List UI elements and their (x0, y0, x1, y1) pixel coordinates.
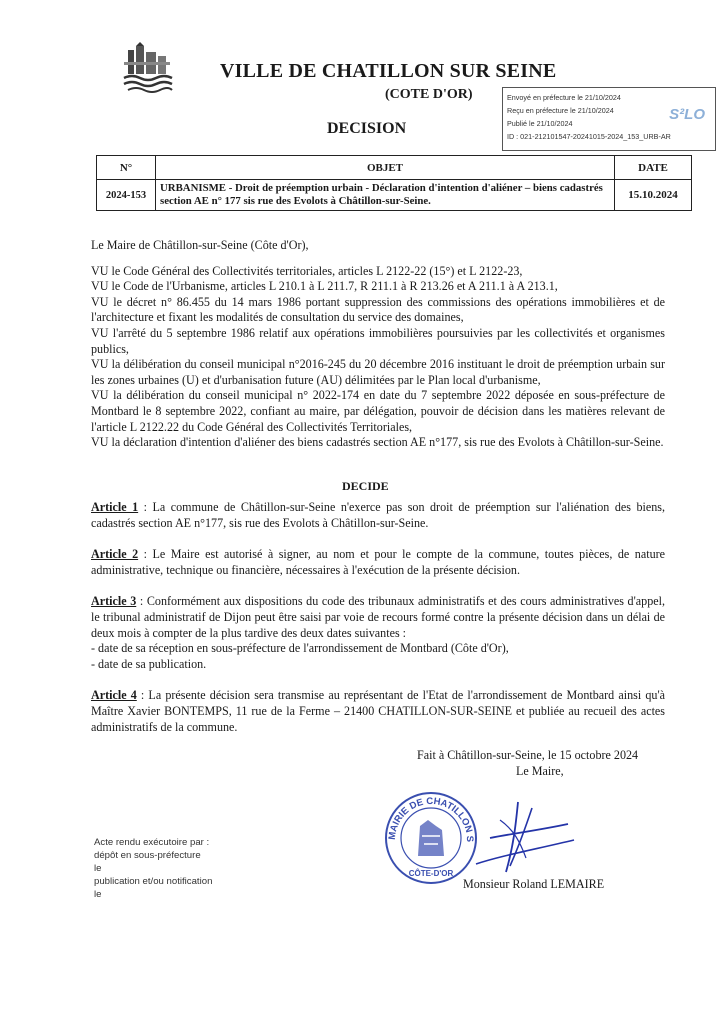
article-label: Article 4 (91, 688, 137, 703)
stamp-published-line: Publié le 21/10/2024 (507, 119, 573, 128)
article-text: : Conformément aux dispositions du code des tribunaux administratifs et des cours administratives d'appel, le tribunal administratif de Dijon peut être saisi par voie de recours formé contre la présente décision dans un délai de deux mois à compter de la plus tardive des deux dates suivantes : (91, 594, 665, 640)
article-label: Article 3 (91, 594, 137, 609)
seal-bottom-text: CÔTE-D'OR (408, 869, 454, 878)
article-label: Article 2 (91, 547, 139, 562)
vu-line: VU le décret n° 86.455 du 14 mars 1986 portant suppression des commissions des opérations immobilières et de l'architecture et fixant les modalités de consultation du service des domaines, (91, 294, 665, 325)
vu-line: VU la délibération du conseil municipal n°2016-245 du 20 décembre 2016 instituant le droit de préemption urbain sur les zones urbaines (U) et d'urbanisation future (AU) délimitées par le Plan local d'urbanisme, (91, 357, 665, 387)
stamp-sent-line: Envoyé en préfecture le 21/10/2024 (507, 93, 621, 102)
signer-name: Monsieur Roland LEMAIRE (463, 877, 605, 891)
article-1 (91, 500, 665, 531)
decision-object: URBANISME - Droit de préemption urbain - Déclaration d'intention d'aliéner – biens cadastrés section AE n° 177 sis rue des Evolots à Châtillon-sur-Seine. (156, 180, 615, 211)
decide-heading: DECIDE (342, 479, 389, 493)
vu-line: VU le Code de l'Urbanisme, articles L 210.1 à L 211.7, R 211.1 à R 213.26 et A 211.1 à A 213.1, (91, 279, 558, 294)
place-date-line: Fait à Châtillon-sur-Seine, le 15 octobre 2024 (417, 748, 639, 762)
vu-line: VU la déclaration d'intention d'aliéner des biens cadastrés section AE n°177, sis rue des Evolots à Châtillon-sur-Seine. (91, 435, 664, 450)
seal-text: MAIRIE DE CHATILLON S (386, 795, 476, 843)
preamble (91, 238, 665, 451)
decision-header-table (96, 155, 692, 211)
col-number-header: N° (97, 156, 156, 180)
intro-line: Le Maire de Châtillon-sur-Seine (Côte d'Or), (91, 238, 309, 252)
department-subtitle: (COTE D'OR) (385, 87, 473, 102)
vu-line: VU la délibération du conseil municipal n° 2022-174 en date du 7 septembre 2022 déposée en sous-préfecture de Montbard le 8 septembre 2022, confiant au maire, par délégation, pouvoir de décision dans les matières relevant de l'article L 2122.22 du Code Général des Collectivités Territoriales, (91, 388, 665, 434)
slo-brand: S²LO (669, 106, 705, 123)
decision-number: 2024-153 (97, 180, 156, 211)
article-text: : Le Maire est autorisé à signer, au nom et pour le compte de la commune, toutes pièces, de nature administrative, technique ou financière, nécessaires à l'exécution de la présente décision. (91, 547, 666, 577)
stamp-id-line: ID : 021-212101547-20241015-2024_153_URB-AR (507, 132, 671, 141)
vu-line: VU l'arrêté du 5 septembre 1986 relatif aux opérations immobilières poursuivies par les collectivités et organismes publics, (91, 325, 665, 356)
town-title: VILLE DE CHATILLON SUR SEINE (220, 60, 557, 82)
article-text: : La commune de Châtillon-sur-Seine n'exerce pas son droit de préemption sur l'aliénation des biens, cadastrés section AE n°177, sis rue des Evolots à Châtillon-sur-Seine. (91, 500, 666, 530)
article-3 (91, 594, 665, 672)
town-crest-icon (120, 42, 178, 100)
decision-date: 15.10.2024 (615, 180, 692, 211)
document-type-title: DECISION (327, 120, 407, 137)
executory-line: le (94, 863, 102, 874)
article-4 (91, 688, 665, 735)
executory-note (94, 836, 212, 901)
article-2 (91, 547, 665, 578)
signature-mark-icon (470, 800, 580, 880)
article-text: : La présente décision sera transmise au représentant de l'Etat de l'arrondissement de Montbard ainsi qu'à Maître Xavier BONTEMPS, 11 rue de la Ferme – 21400 CHATILLON-SUR-SEINE et publiée au recueil des actes administratifs de la commune. (91, 688, 665, 734)
prefecture-stamp (502, 87, 716, 151)
col-object-header: OBJET (156, 156, 615, 180)
vu-line: VU le Code Général des Collectivités territoriales, articles L 2122-22 (15°) et L 2122-23, (91, 263, 523, 278)
executory-line: Acte rendu exécutoire par : (94, 837, 210, 848)
col-date-header: DATE (615, 156, 692, 180)
article-bullet: - date de sa publication. (91, 656, 207, 671)
article-bullet: - date de sa réception en sous-préfecture de l'arrondissement de Montbard (Côte d'Or), (91, 641, 509, 656)
stamp-received-line: Reçu en préfecture le 21/10/2024 (507, 106, 614, 115)
articles (91, 500, 665, 751)
executory-line: le (94, 889, 102, 900)
article-label: Article 1 (91, 500, 139, 514)
signer-role: Le Maire, (516, 764, 564, 778)
executory-line: dépôt en sous-préfecture (94, 850, 201, 861)
municipal-seal-icon (378, 786, 484, 886)
executory-line: publication et/ou notification (94, 876, 213, 887)
